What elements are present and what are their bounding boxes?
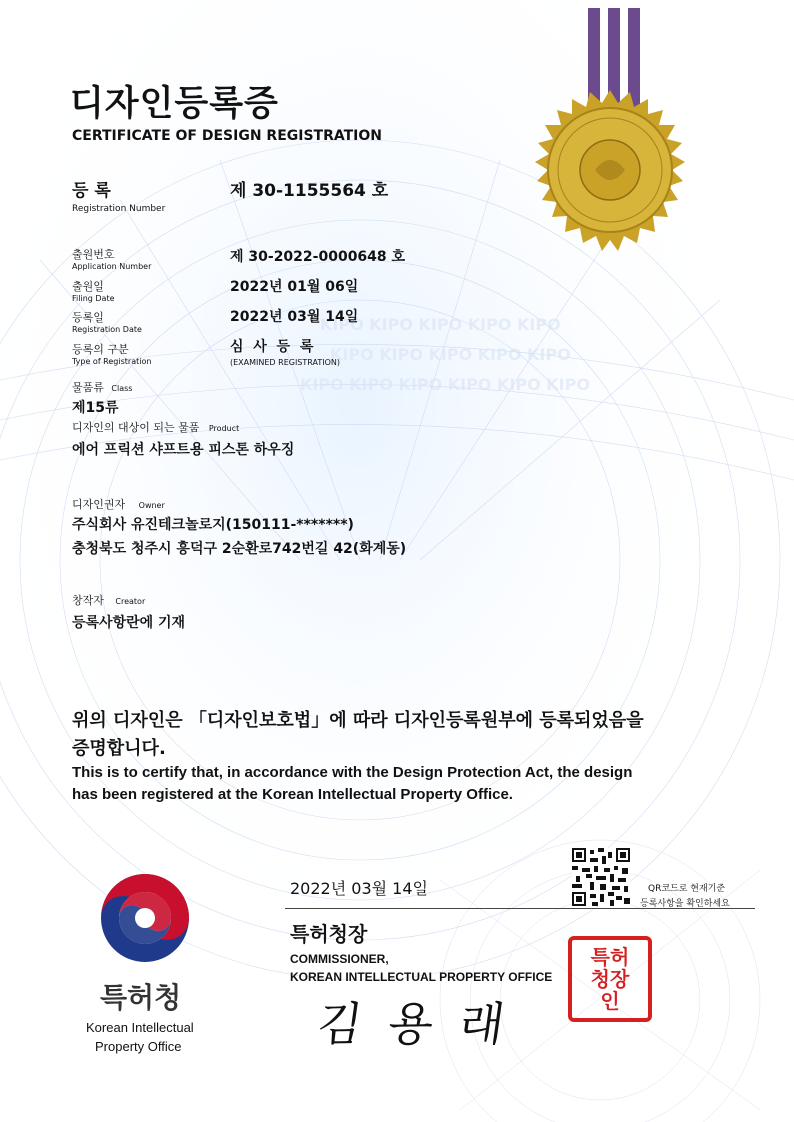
owner-label [72,496,165,512]
product-value: 에어 프릭션 샤프트용 피스톤 하우징 [72,442,295,458]
owner-label-ko: 디자인권자 [72,498,126,511]
kipo-logo-text-en-1: Korean Intellectual [86,1020,194,1035]
filing-date: 2022년 01월 06일 [230,279,359,295]
product-label [72,419,239,435]
watermark-text-1: KIPO KIPO KIPO KIPO KIPO [320,315,561,334]
signature: 김 용 래 [313,997,514,1051]
owner-name: 주식회사 유진테크놀로지(150111-*******) [72,517,354,533]
qr-note-line2: 등록사항을 확인하세요 [640,899,730,909]
creator-value: 등록사항란에 기재 [72,615,186,631]
registration-type-label-en: Type of Registration [72,357,152,366]
registration-type-sub: (EXAMINED REGISTRATION) [230,358,341,367]
statement-ko-line2: 증명합니다. [72,738,166,759]
filing-date-label: 출원일 [72,280,104,293]
commissioner-title-en-2: KOREAN INTELLECTUAL PROPERTY OFFICE [290,970,553,984]
creator-label-en: Creator [115,597,146,606]
class-label [72,379,132,395]
official-seal-text: 특허청장인 [590,945,630,1013]
kipo-logo-text-en-2: Property Office [95,1039,182,1054]
application-number-label-en: Application Number [72,262,152,271]
class-value: 제15류 [72,400,119,416]
creator-label-ko: 창작자 [72,594,104,607]
statement-ko-line1: 위의 디자인은 「디자인보호법」에 따라 디자인등록원부에 등록되었음을 [72,710,644,731]
certificate-title-en: CERTIFICATE OF DESIGN REGISTRATION [72,128,383,144]
registration-type-label: 등록의 구분 [72,343,129,356]
official-seal [568,936,652,1022]
registration-type: 심 사 등 록 [230,339,314,355]
issue-date: 2022년 03월 14일 [290,879,428,898]
owner-label-en: Owner [138,501,165,510]
watermark-text-2: KIPO KIPO KIPO KIPO KIPO [330,345,571,364]
filing-date-label-en: Filing Date [72,294,115,303]
registration-date-label: 등록일 [72,311,104,324]
application-number-label: 출원번호 [72,248,115,261]
application-number: 제 30-2022-0000648 호 [230,249,406,265]
kipo-logo-text-ko: 특허청 [100,981,182,1014]
watermark-text-3: KIPO KIPO KIPO KIPO KIPO KIPO [300,375,590,394]
certificate-title-ko: 디자인등록증 [70,84,279,124]
owner-address: 충청북도 청주시 흥덕구 2순환로742번길 42(화계동) [72,541,407,557]
class-label-en: Class [111,384,133,393]
kipo-logo-icon [100,873,190,963]
class-label-ko: 물품류 [72,381,104,394]
qr-note-line1: QR코드로 현재기준 [648,884,726,894]
creator-label [72,592,145,608]
commissioner-title-ko: 특허청장 [290,922,368,946]
statement-en-line1: This is to certify that, in accordance with the Design Protection Act, the design [72,764,633,781]
registration-label-en: Registration Number [72,204,166,214]
registration-label-ko: 등 록 [72,181,111,201]
statement-en-line2: has been registered at the Korean Intellectual Property Office. [72,786,513,803]
commissioner-title-en-1: COMMISSIONER, [290,952,389,966]
product-label-ko: 디자인의 대상이 되는 물품 [72,421,200,434]
qr-code-icon[interactable] [572,848,630,906]
registration-date: 2022년 03월 14일 [230,309,359,325]
registration-number: 제 30-1155564 호 [230,181,389,201]
product-label-en: Product [208,424,240,433]
registration-date-label-en: Registration Date [72,325,142,334]
gold-seal-icon [515,90,705,280]
